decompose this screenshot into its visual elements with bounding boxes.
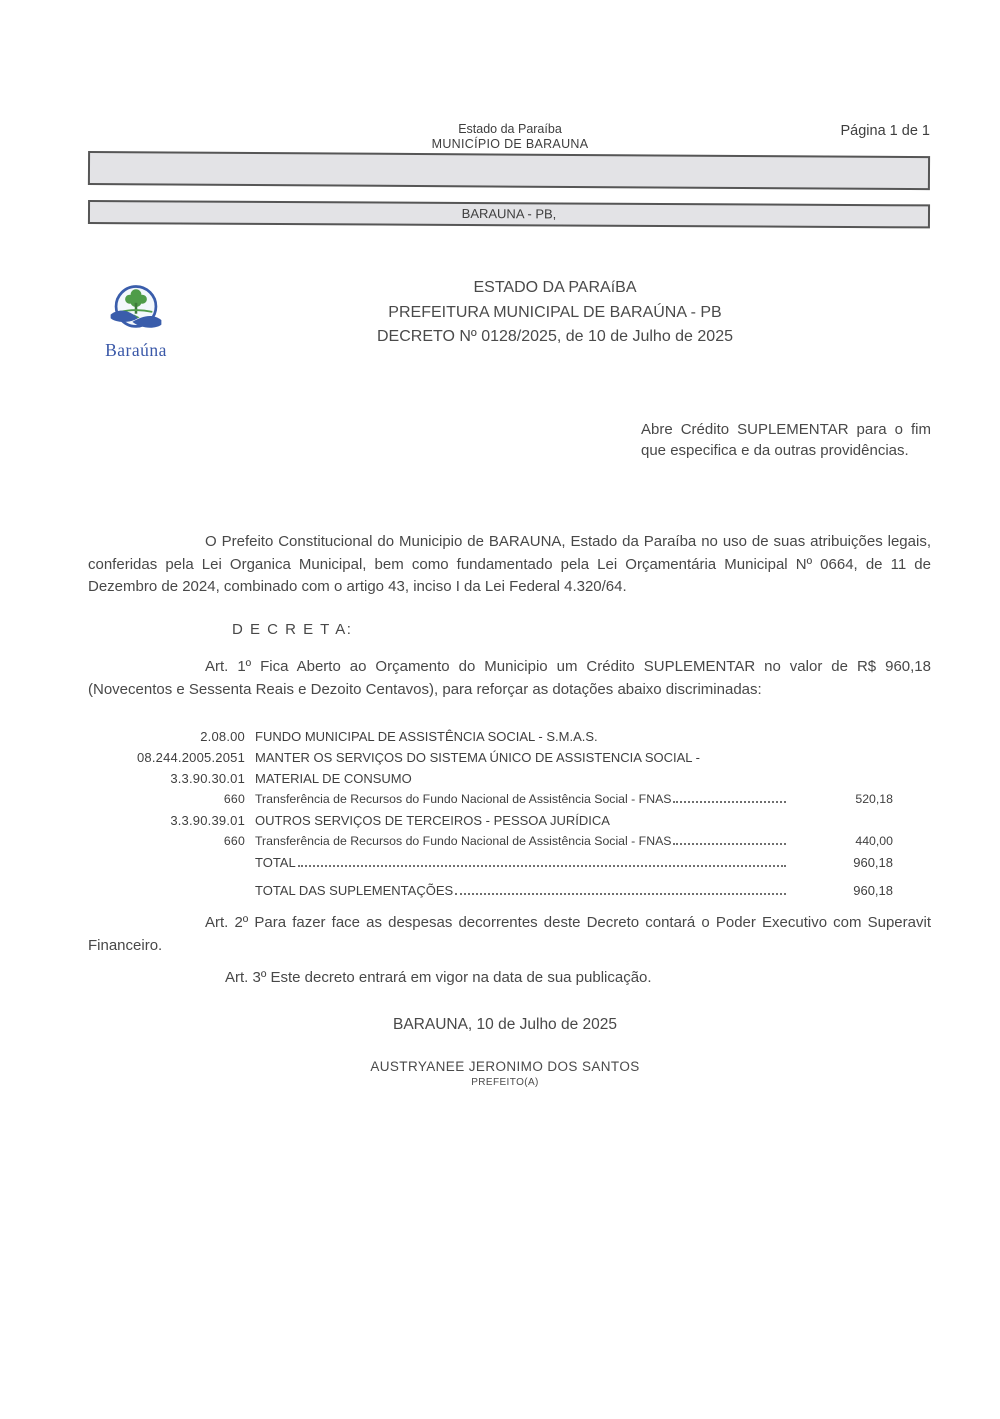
header-bar-empty — [88, 151, 930, 190]
page-indicator: Página 1 de 1 — [840, 123, 930, 139]
table-row — [88, 855, 893, 876]
table-row — [88, 750, 893, 771]
table-row — [88, 834, 893, 855]
row-value: 440,00 — [855, 834, 893, 848]
table-row — [88, 883, 893, 904]
date-line: BARAUNA, 10 de Julho de 2025 — [392, 1016, 618, 1033]
row-description: Transferência de Recursos do Fundo Nacional de Assistência Social - FNAS — [255, 834, 672, 848]
row-code: 08.244.2005.2051 — [136, 750, 245, 765]
row-description: Transferência de Recursos do Fundo Nacional de Assistência Social - FNAS — [255, 792, 672, 806]
logo-caption: Baraúna — [105, 340, 167, 360]
row-leader-dots — [673, 843, 786, 845]
article-1: Art. 1º Fica Aberto ao Orçamento do Municipio um Crédito SUPLEMENTAR no valor de R$ 960,18 (Novecentos e Sessenta Reais e Dezoito Centavos), para reforçar as dotações abaixo discriminadas: — [88, 658, 931, 698]
article-2: Art. 2º Para fazer face as despesas decorrentes deste Decreto contará o Poder Executivo com Superavit Financeiro. — [88, 914, 931, 954]
table-row — [88, 813, 893, 834]
decree-title — [305, 276, 805, 350]
row-code: 3.3.90.30.01 — [170, 771, 245, 786]
row-description: OUTROS SERVIÇOS DE TERCEIROS - PESSOA JURÍDICA — [255, 813, 610, 828]
decree-preamble: O Prefeito Constitucional do Municipio de BARAUNA, Estado da Paraíba no uso de suas atribuições legais, conferidas pela Lei Organica Municipal, bem como fundamentado pela Lei Orçamentária Municipal Nº 0664, de 11 de Dezembro de 2024, combinado com o artigo 43, inciso I da Lei Federal 4.320/64. — [88, 533, 931, 595]
table-row — [88, 729, 893, 750]
row-leader-dots — [298, 865, 786, 867]
row-code: 660 — [223, 834, 245, 848]
article-3: Art. 3º Este decreto entrará em vigor na data de sua publicação. — [225, 969, 652, 986]
decree-summary: Abre Crédito SUPLEMENTAR para o fim que especifica e da outras providências. — [641, 421, 931, 459]
signer-name: AUSTRYANEE JERONIMO DOS SANTOS — [370, 1059, 640, 1074]
row-code: 660 — [223, 792, 245, 806]
signature-block — [255, 1059, 755, 1088]
state-line: Estado da Paraíba — [458, 122, 562, 136]
table-row — [88, 771, 893, 792]
signer-role: PREFEITO(A) — [471, 1077, 539, 1088]
decree-title-number: DECRETO Nº 0128/2025, de 10 de Julho de 2025 — [376, 328, 733, 345]
row-description: TOTAL DAS SUPLEMENTAÇÕES — [255, 883, 454, 898]
tree-and-waves-emblem-icon — [98, 282, 174, 340]
municipality-line: MUNICÍPIO DE BARAUNA — [431, 136, 589, 151]
row-code: 3.3.90.39.01 — [170, 813, 245, 828]
row-value: 960,18 — [853, 883, 893, 898]
decree-title-state: ESTADO DA PARAíBA — [473, 279, 637, 296]
row-description: FUNDO MUNICIPAL DE ASSISTÊNCIA SOCIAL - S.M.A.S. — [255, 729, 598, 744]
row-value: 960,18 — [853, 855, 893, 870]
header-bar-city: BARAUNA - PB, — [88, 200, 930, 228]
table-row — [88, 792, 893, 813]
row-leader-dots — [673, 801, 786, 803]
municipal-logo — [98, 282, 174, 361]
decree-title-prefecture: PREFEITURA MUNICIPAL DE BARAÚNA - PB — [388, 303, 722, 321]
decreta-heading: D E C R E T A: — [232, 621, 353, 638]
row-description: MANTER OS SERVIÇOS DO SISTEMA ÚNICO DE ASSISTENCIA SOCIAL - — [255, 750, 700, 765]
row-description: TOTAL — [255, 855, 296, 870]
budget-table — [88, 729, 893, 904]
row-value: 520,18 — [855, 792, 893, 806]
row-description: MATERIAL DE CONSUMO — [255, 771, 412, 786]
row-leader-dots — [455, 893, 786, 895]
row-code: 2.08.00 — [200, 729, 245, 744]
document-header — [290, 122, 730, 151]
